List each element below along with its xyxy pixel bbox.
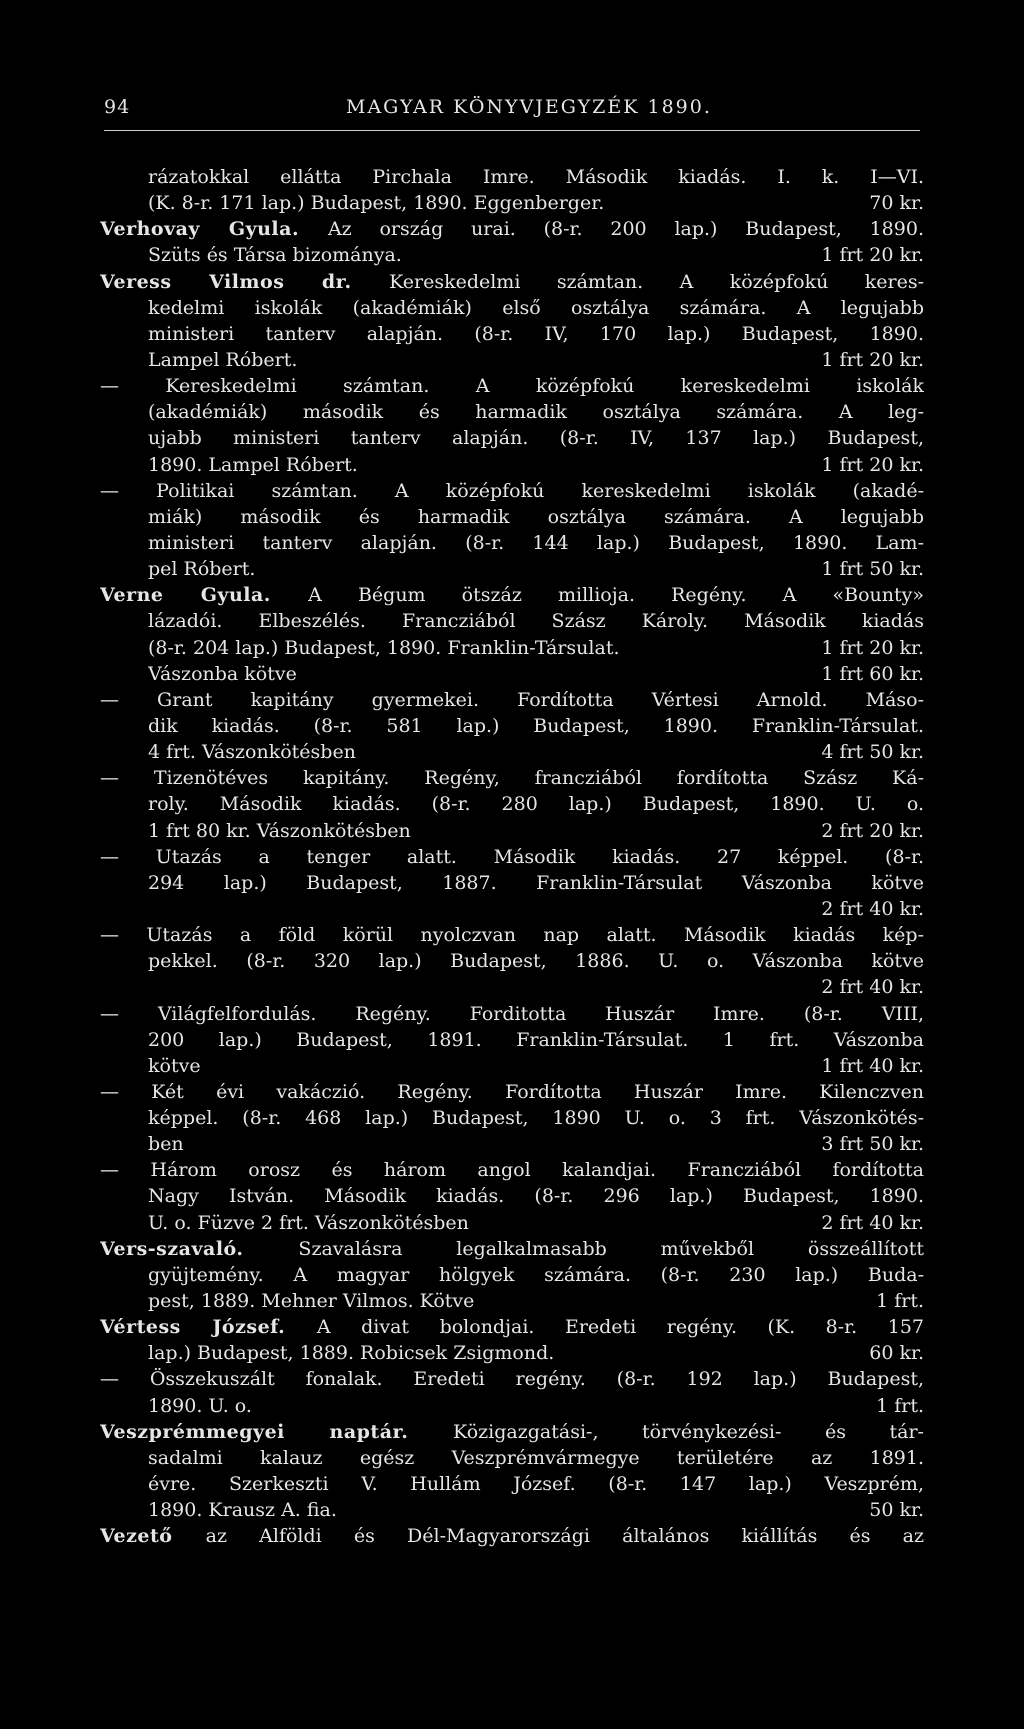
entry-line [100, 870, 924, 896]
entry-line [100, 844, 924, 870]
entry-line [100, 164, 924, 190]
entry-text: sadalmi kalauz egész Veszprémvármegye területére az 1891. [148, 1446, 924, 1469]
entry-price: 3 frt 50 kr. [821, 1133, 924, 1156]
entry-line [100, 661, 924, 687]
entry-text: 1890. U. o. [148, 1394, 252, 1417]
entry-line [100, 1105, 924, 1131]
entry-line [100, 687, 924, 713]
entry-text: roly. Második kiadás. (8-r. 280 lap.) Budapest, 1890. U. o. [148, 793, 924, 816]
entry-line [100, 1419, 924, 1445]
entry-text: lázadói. Elbeszélés. Francziából Szász Károly. Második kiadás [148, 610, 924, 633]
entry-price: 4 frt 50 kr. [821, 741, 924, 764]
entry-line [100, 295, 924, 321]
entry-text: Szavalásra legalkalmasabb művekből összeállított [298, 1237, 924, 1260]
entry-price: 1 frt 60 kr. [821, 662, 924, 685]
entry-text: Lampel Róbert. [148, 348, 298, 371]
entry-text: A Bégum ötszáz millioja. Regény. A «Bounty» [308, 584, 924, 607]
entry-price: 60 kr. [869, 1342, 924, 1365]
entry-price: 50 kr. [869, 1499, 924, 1522]
entry-text: Nagy István. Második kiadás. (8-r. 296 lap.) Budapest, 1890. [148, 1185, 924, 1208]
entry-line [100, 1001, 924, 1027]
entry-text: Vászonba kötve [148, 662, 297, 685]
entry-line [100, 1471, 924, 1497]
entry-text: évre. Szerkeszti V. Hullám József. (8-r. 147 lap.) Veszprém, [148, 1473, 924, 1496]
entry-price: 1 frt 50 kr. [821, 558, 924, 581]
entry-line [100, 478, 924, 504]
entry-line [100, 504, 924, 530]
entry-line [100, 1183, 924, 1209]
entry-text: Közigazgatási-, törvénykezési- és tár- [453, 1420, 924, 1443]
entry-line [100, 1210, 924, 1236]
entry-text: — Kereskedelmi számtan. A középfokú kereskedelmi iskolák [100, 375, 924, 398]
entry-line [100, 1393, 924, 1419]
entry-line [100, 896, 924, 922]
entry-text: 1890. Lampel Róbert. [148, 453, 358, 476]
entry-line [100, 1340, 924, 1366]
entry-price: 1 frt. [876, 1290, 924, 1313]
entry-text: ujabb ministeri tanterv alapján. (8-r. IV, 137 lap.) Budapest, [148, 427, 924, 450]
entry-line [100, 216, 924, 242]
entry-text: — Utazás a föld körül nyolczvan nap alatt. Második kiadás kép- [100, 924, 924, 947]
entry-author: Verhovay Gyula. [100, 218, 328, 241]
page-header [104, 96, 920, 130]
entry-price: 1 frt 20 kr. [821, 244, 924, 267]
entry-text: ben [148, 1133, 184, 1156]
catalog-entries [100, 164, 924, 1549]
entry-line [100, 373, 924, 399]
entry-line [100, 635, 924, 661]
entry-text: 4 frt. Vászonkötésben [148, 741, 356, 764]
entry-line [100, 1079, 924, 1105]
entry-price: 1 frt 20 kr. [821, 453, 924, 476]
entry-line [100, 608, 924, 634]
entry-line [100, 1445, 924, 1471]
entry-price: 1 frt 40 kr. [821, 1054, 924, 1077]
entry-text: lap.) Budapest, 1889. Robicsek Zsigmond. [148, 1342, 555, 1365]
entry-price: 1 frt 20 kr. [821, 636, 924, 659]
entry-author: Vezető [100, 1525, 206, 1548]
entry-line [100, 242, 924, 268]
entry-line [100, 948, 924, 974]
entry-line [100, 1131, 924, 1157]
entry-line [100, 1236, 924, 1262]
entry-line [100, 765, 924, 791]
entry-line [100, 713, 924, 739]
entry-text: gyüjtemény. A magyar hölgyek számára. (8-r. 230 lap.) Buda- [148, 1263, 924, 1286]
entry-text: — Két évi vakáczió. Regény. Fordította Huszár Imre. Kilenczven [100, 1080, 924, 1103]
entry-text: 200 lap.) Budapest, 1891. Franklin-Társulat. 1 frt. Vászonba [148, 1028, 924, 1051]
entry-text: ministeri tanterv alapján. (8-r. 144 lap.) Budapest, 1890. Lam- [148, 531, 924, 554]
entry-line [100, 321, 924, 347]
entry-text: 1 frt 80 kr. Vászonkötésben [148, 819, 411, 842]
entry-text: — Utazás a tenger alatt. Második kiadás. 27 képpel. (8-r. [100, 845, 924, 868]
entry-text: pest, 1889. Mehner Vilmos. Kötve [148, 1290, 475, 1313]
entry-line [100, 1366, 924, 1392]
entry-text: pel Róbert. [148, 558, 256, 581]
entry-line [100, 974, 924, 1000]
entry-line [100, 556, 924, 582]
entry-price: 2 frt 40 kr. [821, 897, 924, 920]
entry-line [100, 1027, 924, 1053]
header-rule [104, 130, 920, 131]
entry-text: dik kiadás. (8-r. 581 lap.) Budapest, 1890. Franklin-Társulat. [148, 714, 924, 737]
entry-text: — Világfelfordulás. Regény. Forditotta Huszár Imre. (8-r. VIII, [100, 1002, 924, 1025]
entry-price: 70 kr. [869, 192, 924, 215]
entry-text: kedelmi iskolák (akadémiák) első osztálya számára. A legujabb [148, 296, 924, 319]
entry-line [100, 791, 924, 817]
entry-price: 1 frt. [876, 1394, 924, 1417]
entry-price: 1 frt 20 kr. [821, 348, 924, 371]
entry-text: az Alföldi és Dél-Magyarországi általános kiállítás és az [205, 1525, 924, 1548]
entry-price: 2 frt 20 kr. [821, 819, 924, 842]
entry-text: rázatokkal ellátta Pirchala Imre. Második kiadás. I. k. I—VI. [148, 166, 924, 188]
entry-text: (8-r. 204 lap.) Budapest, 1890. Franklin-Társulat. [148, 636, 620, 659]
entry-line [100, 1262, 924, 1288]
entry-line [100, 1497, 924, 1523]
page-number: 94 [104, 96, 131, 118]
entry-text: 294 lap.) Budapest, 1887. Franklin-Társulat Vászonba kötve [148, 871, 924, 894]
entry-author: Veress Vilmos dr. [100, 270, 390, 293]
entry-text: (K. 8-r. 171 lap.) Budapest, 1890. Eggenberger. [148, 192, 605, 215]
entry-text: (akadémiák) második és harmadik osztálya számára. A leg- [148, 401, 924, 424]
entry-line [100, 1157, 924, 1183]
entry-text: ministeri tanterv alapján. (8-r. IV, 170 lap.) Budapest, 1890. [148, 322, 924, 345]
entry-text: miák) második és harmadik osztálya számára. A legujabb [148, 505, 924, 528]
entry-line [100, 1523, 924, 1549]
entry-text: pekkel. (8-r. 320 lap.) Budapest, 1886. U. o. Vászonba kötve [148, 950, 924, 973]
entry-line [100, 190, 924, 216]
entry-line [100, 399, 924, 425]
entry-line [100, 922, 924, 948]
entry-text: Szüts és Társa bizománya. [148, 244, 402, 267]
entry-line [100, 425, 924, 451]
entry-text: Az ország urai. (8-r. 200 lap.) Budapest, 1890. [327, 218, 924, 241]
entry-line [100, 818, 924, 844]
entry-text: — Politikai számtan. A középfokú kereskedelmi iskolák (akadé- [100, 479, 924, 502]
entry-text: 1890. Krausz A. fia. [148, 1499, 337, 1522]
entry-line [100, 1314, 924, 1340]
entry-line [100, 347, 924, 373]
entry-text: képpel. (8-r. 468 lap.) Budapest, 1890 U. o. 3 frt. Vászonkötés- [148, 1107, 924, 1130]
entry-line [100, 1288, 924, 1314]
entry-author: Verne Gyula. [100, 584, 309, 607]
entry-text: — Tizenötéves kapitány. Regény, francziából fordította Szász Ká- [100, 767, 924, 790]
entry-text: Kereskedelmi számtan. A középfokú keres- [389, 270, 924, 293]
entry-line [100, 582, 924, 608]
entry-text: — Grant kapitány gyermekei. Fordította Vértesi Arnold. Máso- [100, 688, 924, 711]
entry-line [100, 530, 924, 556]
entry-author: Vers-szavaló. [100, 1237, 299, 1260]
entry-line [100, 739, 924, 765]
running-title: MAGYAR KÖNYVJEGYZÉK 1890. [346, 96, 712, 118]
entry-text: — Összekuszált fonalak. Eredeti regény. (8-r. 192 lap.) Budapest, [100, 1368, 924, 1391]
entry-price: 2 frt 40 kr. [821, 1211, 924, 1234]
entry-text: kötve [148, 1054, 201, 1077]
entry-author: Vértess József. [100, 1316, 317, 1339]
entry-text: — Három orosz és három angol kalandjai. Francziából fordította [100, 1159, 924, 1182]
entry-text: A divat bolondjai. Eredeti regény. (K. 8-r. 157 [316, 1316, 924, 1339]
entry-text: U. o. Füzve 2 frt. Vászonkötésben [148, 1211, 469, 1234]
entry-line [100, 1053, 924, 1079]
entry-author: Veszprémmegyei naptár. [100, 1420, 454, 1443]
entry-price: 2 frt 40 kr. [821, 976, 924, 999]
entry-line [100, 452, 924, 478]
entry-line [100, 269, 924, 295]
